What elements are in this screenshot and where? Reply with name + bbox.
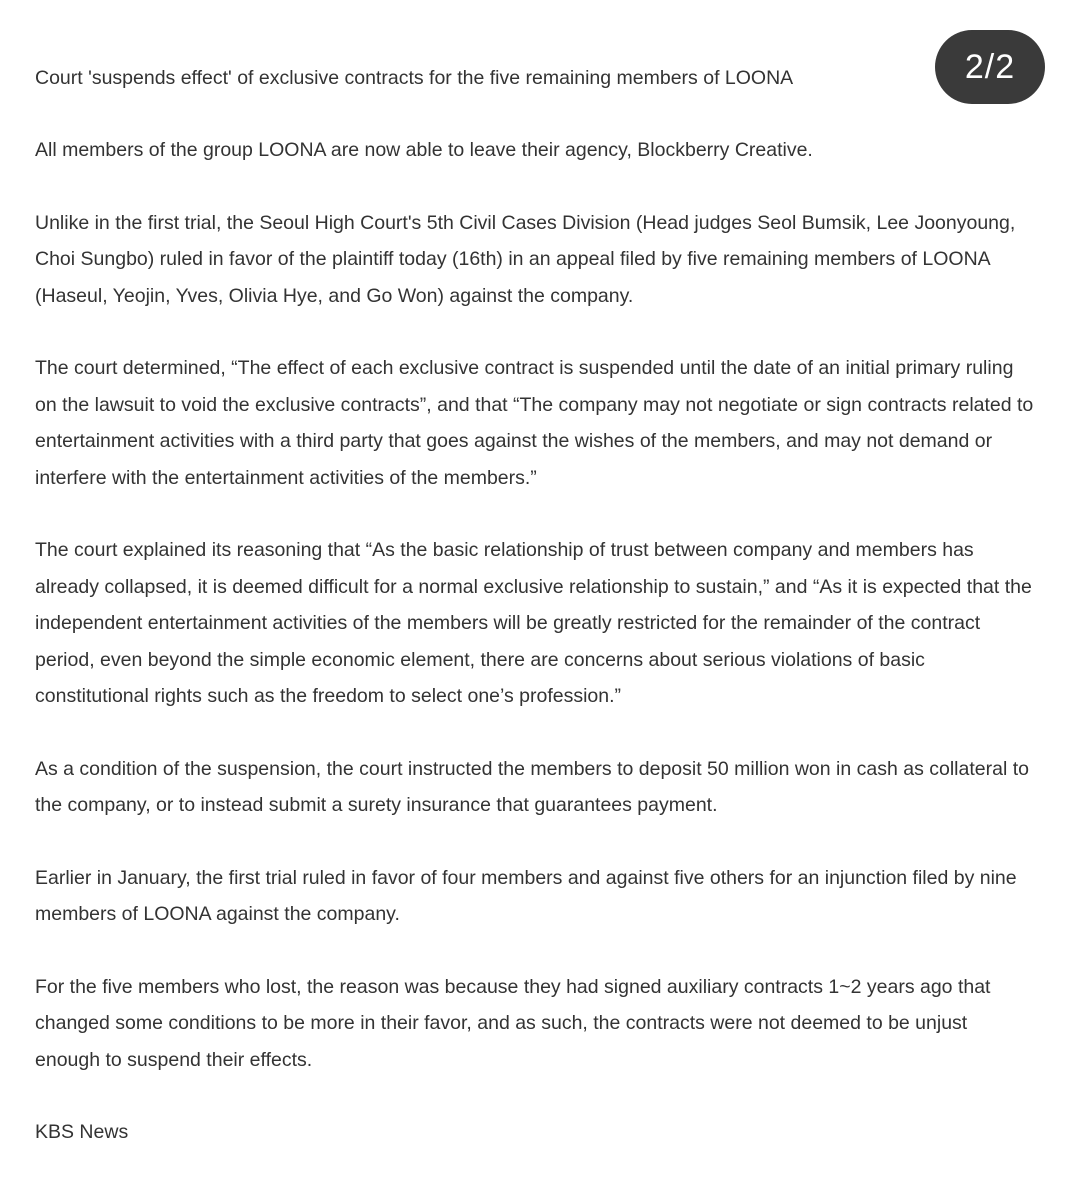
page-indicator-badge: 2/2: [935, 30, 1045, 104]
article-body: [35, 60, 1035, 1150]
article-paragraph: As a condition of the suspension, the court instructed the members to deposit 50 million won in cash as collateral to the company, or to instead submit a surety insurance that guarantees payment.: [35, 757, 1029, 816]
article-paragraph: The court determined, “The effect of each exclusive contract is suspended until the date of an initial primary ruling on the lawsuit to void the exclusive contracts”, and that “The company may not negotiate or sign contracts related to entertainment activities with a third party that goes against the wishes of the members, and may not demand or interfere with the entertainment activities of the members.”: [35, 357, 1034, 489]
article-paragraph: The court explained its reasoning that “As the basic relationship of trust between company and members has already collapsed, it is deemed difficult for a normal exclusive relationship to sustain,” and “As it is expected that the independent entertainment activities of the members will be greatly restricted for the remainder of the contract period, even beyond the simple economic element, there are concerns about serious violations of basic constitutional rights such as the freedom to select one’s profession.”: [35, 539, 1032, 707]
article-source: KBS News: [35, 1121, 129, 1143]
article-paragraph: All members of the group LOONA are now able to leave their agency, Blockberry Creative.: [35, 139, 813, 161]
article-paragraph: Unlike in the first trial, the Seoul High Court's 5th Civil Cases Division (Head judges Seol Bumsik, Lee Joonyoung, Choi Sungbo) ruled in favor of the plaintiff today (16th) in an appeal filed by five remaining members of LOONA (Haseul, Yeojin, Yves, Olivia Hye, and Go Won) against the company.: [35, 211, 1016, 307]
article-paragraph: For the five members who lost, the reason was because they had signed auxiliary contracts 1~2 years ago that changed some conditions to be more in their favor, and as such, the contracts were not deemed to be unjust enough to suspend their effects.: [35, 975, 991, 1071]
article-headline: Court 'suspends effect' of exclusive contracts for the five remaining members of LOONA: [35, 67, 794, 89]
article-paragraph: Earlier in January, the first trial ruled in favor of four members and against five others for an injunction filed by nine members of LOONA against the company.: [35, 866, 1017, 925]
